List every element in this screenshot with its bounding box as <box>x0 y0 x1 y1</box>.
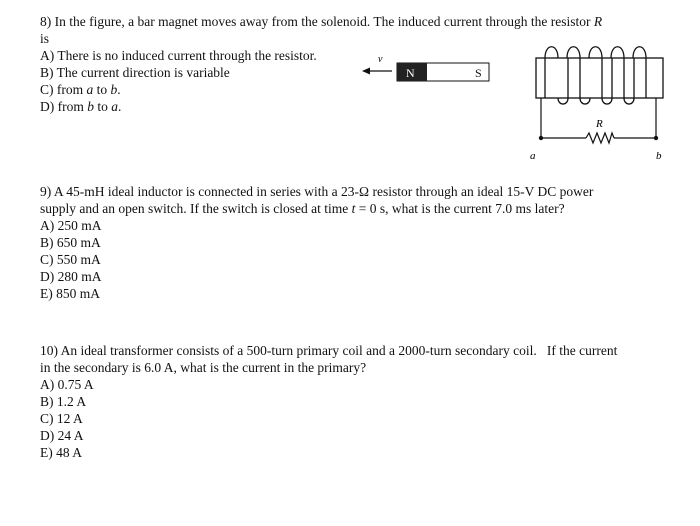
q9-option-d[interactable]: D) 280 mA <box>40 269 102 284</box>
terminal-b-label: b <box>656 150 662 162</box>
q8-option-d-post: . <box>118 99 122 114</box>
question-9 <box>40 183 670 302</box>
q9-option-e[interactable]: E) 850 mA <box>40 286 100 301</box>
velocity-label: v <box>378 54 383 65</box>
q8-option-a[interactable]: A) There is no induced current through the resistor. <box>40 48 317 63</box>
magnet-s-label: S <box>475 66 482 80</box>
q9-stem-post: = 0 s, what is the current 7.0 ms later? <box>355 201 565 216</box>
q10-option-b[interactable]: B) 1.2 A <box>40 394 87 409</box>
velocity-arrow-icon <box>362 68 392 75</box>
magnet-solenoid-figure <box>360 40 680 170</box>
q9-option-c[interactable]: C) 550 mA <box>40 252 101 267</box>
q8-stem-var: R <box>593 14 603 29</box>
q10-option-e[interactable]: E) 48 A <box>40 445 82 460</box>
q8-option-d-b: b <box>87 99 94 114</box>
q9-stem-var: t <box>351 201 356 216</box>
q8-stem-text: 8) In the figure, a bar magnet moves away from the solenoid. The induced current through the resistor <box>40 14 594 29</box>
q8-option-c-a: a <box>86 82 94 97</box>
q8-option-b[interactable]: B) The current direction is variable <box>40 65 230 80</box>
q10-option-d[interactable]: D) 24 A <box>40 428 84 443</box>
question-10 <box>40 342 670 461</box>
solenoid <box>536 47 663 104</box>
terminal-a-label: a <box>530 150 536 162</box>
q8-option-d-a: a <box>111 99 119 114</box>
q10-option-a[interactable]: A) 0.75 A <box>40 377 94 392</box>
q10-option-c[interactable]: C) 12 A <box>40 411 83 426</box>
q8-option-c-pre: C) from <box>40 82 87 97</box>
question-9-stem-line1: 9) A 45-mH ideal inductor is connected in series with a 23-Ω resistor through an ideal 15-V DC power <box>40 184 594 199</box>
q8-option-c-mid: to <box>93 82 111 97</box>
q8-option-c-b: b <box>110 82 118 97</box>
resistor-label: R <box>596 118 603 130</box>
question-10-stem-line1: 10) An ideal transformer consists of a 500-turn primary coil and a 2000-turn secondary coil. If the current <box>40 343 618 358</box>
question-8-stem-cont: is <box>40 31 50 46</box>
q9-option-b[interactable]: B) 650 mA <box>40 235 101 250</box>
resistor-icon <box>586 133 614 143</box>
magnet-n-label: N <box>406 66 415 80</box>
q8-option-d-pre: D) from <box>40 99 88 114</box>
bar-magnet <box>397 63 489 81</box>
question-8-stem <box>40 13 670 30</box>
q8-option-d-mid: to <box>94 99 112 114</box>
question-10-stem-line2: in the secondary is 6.0 A, what is the current in the primary? <box>40 360 367 375</box>
question-9-stem-line2 <box>40 200 670 217</box>
q9-option-a[interactable]: A) 250 mA <box>40 218 102 233</box>
q9-stem-pre: supply and an open switch. If the switch is closed at time <box>40 201 352 216</box>
q8-option-c-post: . <box>117 82 121 97</box>
